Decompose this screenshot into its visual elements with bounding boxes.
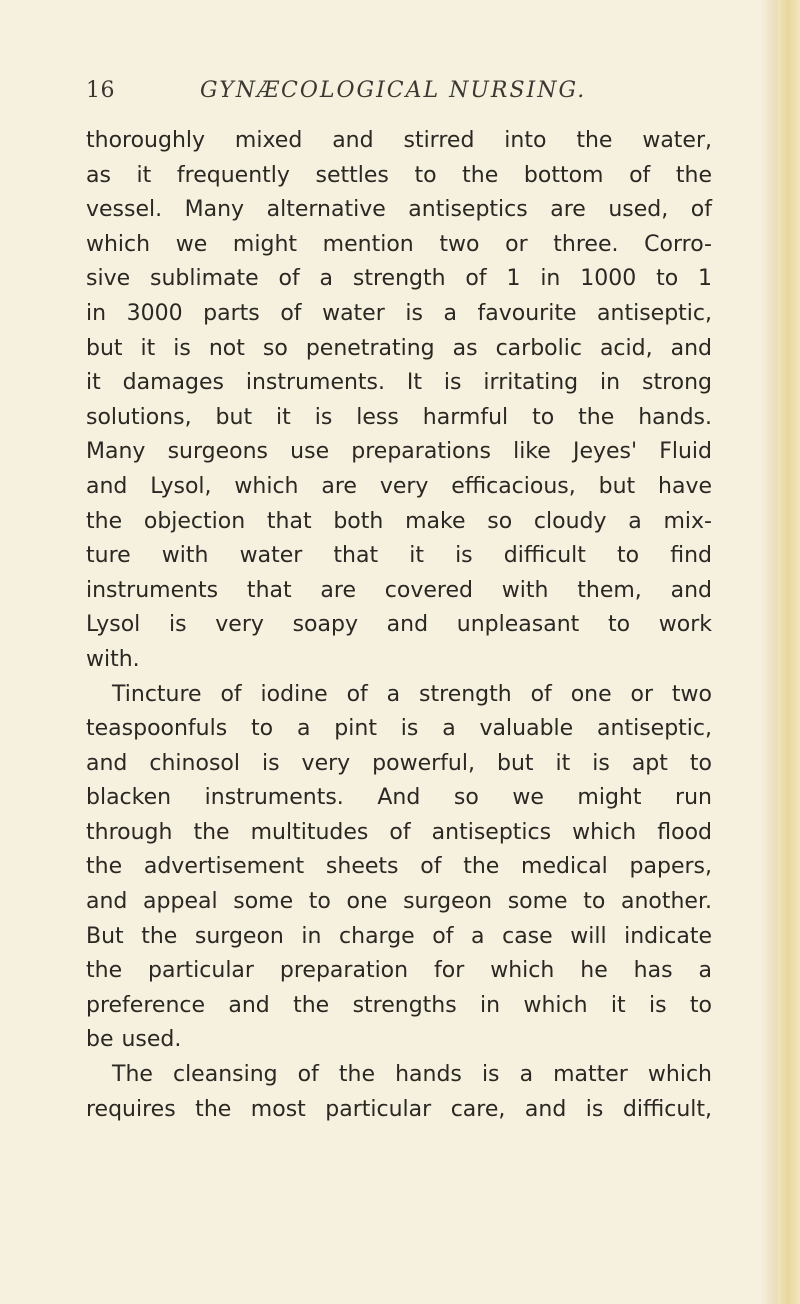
text-line: as it frequently settles to the bottom of the [86, 162, 712, 188]
text-line: it damages instruments. It is irritating in strong [86, 370, 712, 396]
page-number: 16 [86, 78, 115, 103]
page-edge [778, 0, 800, 1304]
text-line: and Lysol, which are very efficacious, but have [86, 473, 712, 499]
text-line: sive sublimate of a strength of 1 in 1000 to 1 [86, 266, 712, 292]
text-line: and appeal some to one surgeon some to another. [86, 889, 712, 915]
text-line: the objection that both make so cloudy a mix- [86, 508, 712, 534]
paragraph-1 [86, 124, 712, 678]
text-line: Tincture of iodine of a strength of one or two [112, 681, 712, 707]
text-line: ture with water that it is difficult to find [86, 543, 712, 569]
text-line: preference and the strengths in which it is to [86, 992, 712, 1018]
text-line: solutions, but it is less harmful to the hands. [86, 404, 712, 430]
text-line: Lysol is very soapy and unpleasant to work [86, 612, 712, 638]
page-header [86, 78, 726, 118]
text-line: teaspoonfuls to a pint is a valuable antiseptic, [86, 716, 712, 742]
text-line: Many surgeons use preparations like Jeyes' Fluid [86, 439, 712, 465]
text-line: the advertisement sheets of the medical papers, [86, 854, 712, 880]
text-line: blacken instruments. And so we might run [86, 785, 712, 811]
text-line: through the multitudes of antiseptics which flood [86, 819, 712, 845]
text-line: requires the most particular care, and is difficult, [86, 1096, 712, 1122]
paragraph-3 [86, 1058, 712, 1127]
text-line: vessel. Many alternative antiseptics are used, of [86, 197, 712, 223]
text-line: and chinosol is very powerful, but it is apt to [86, 750, 712, 776]
text-line: with. [86, 646, 140, 672]
text-line: thoroughly mixed and stirred into the water, [86, 128, 712, 153]
text-line: instruments that are covered with them, and [86, 577, 712, 603]
text-line: be used. [86, 1027, 182, 1053]
text-line: The cleansing of the hands is a matter which [112, 1062, 712, 1088]
paragraph-2 [86, 678, 712, 1059]
text-line: in 3000 parts of water is a favourite antiseptic, [86, 300, 712, 326]
body-text [86, 124, 712, 1127]
running-head: GYNÆCOLOGICAL NURSING. [200, 78, 587, 103]
text-line: the particular preparation for which he has a [86, 958, 712, 984]
text-line: but it is not so penetrating as carbolic acid, and [86, 335, 712, 361]
text-line: which we might mention two or three. Corro- [86, 231, 712, 257]
text-line: But the surgeon in charge of a case will indicate [86, 923, 712, 949]
